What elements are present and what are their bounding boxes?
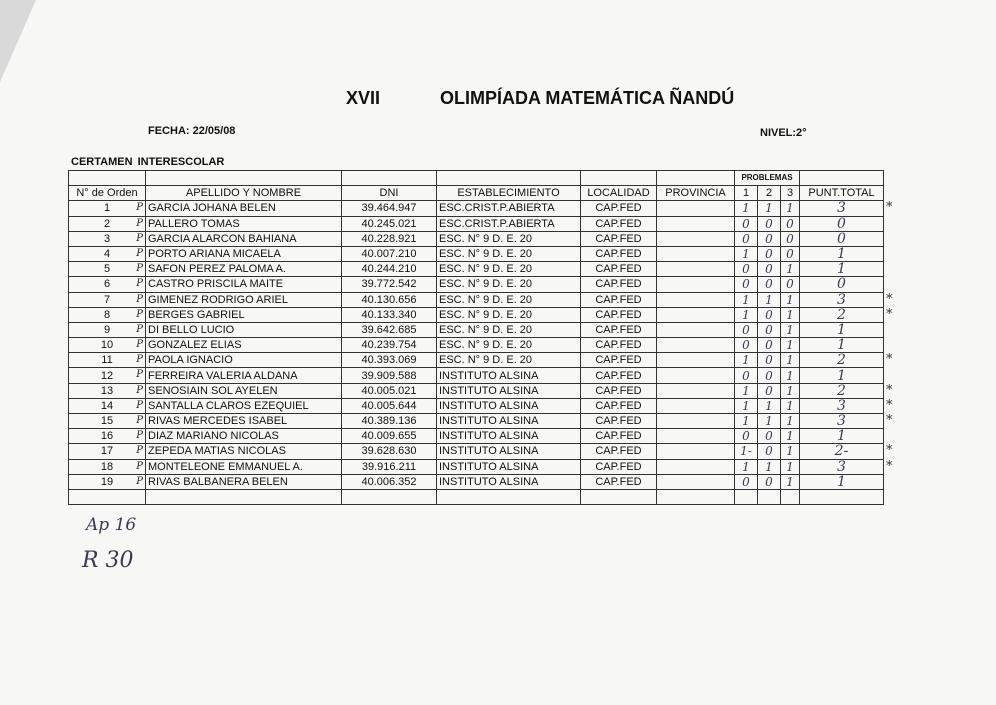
school-name: INSTITUTO ALSINA	[437, 383, 581, 398]
table-row	[69, 398, 924, 413]
school-name: ESC. N° 9 D. E. 20	[437, 277, 581, 292]
problem-1-score: 0	[735, 231, 758, 246]
student-name: GIMENEZ RODRIGO ARIEL	[146, 292, 342, 307]
student-name: DI BELLO LUCIO	[146, 322, 342, 337]
dni-value: 40.239.754	[342, 338, 437, 353]
present-mark: P	[136, 430, 143, 442]
order-number	[69, 459, 146, 474]
problem-3-score: 0	[781, 277, 800, 292]
problem-1-score: 0	[735, 216, 758, 231]
order-number-text: 16	[100, 430, 114, 443]
handwritten-note-r: R 30	[82, 548, 134, 573]
student-name: FERREIRA VALERIA ALDANA	[146, 368, 342, 383]
student-name: PALLERO TOMAS	[146, 216, 342, 231]
dni-value: 40.228.921	[342, 231, 437, 246]
table-row	[69, 368, 924, 383]
order-number	[69, 368, 146, 383]
problem-1-score: 0	[735, 429, 758, 444]
student-name: MONTELEONE EMMANUEL A.	[146, 459, 342, 474]
order-number-text: 1	[103, 202, 111, 215]
problem-2-score: 1	[758, 398, 781, 413]
dni-value: 40.244.210	[342, 262, 437, 277]
problem-1-score: 1	[735, 459, 758, 474]
present-mark: P	[136, 399, 143, 411]
order-number	[69, 216, 146, 231]
school-name: ESC. N° 9 D. E. 20	[437, 246, 581, 261]
star-mark	[884, 338, 924, 353]
star-mark: *	[886, 398, 893, 413]
order-number-text: 19	[100, 475, 114, 488]
school-name: INSTITUTO ALSINA	[437, 474, 581, 489]
order-number-text: 15	[100, 415, 114, 428]
col-p3: 3	[781, 186, 800, 201]
province-value	[657, 338, 735, 353]
province-value	[657, 459, 735, 474]
school-name: INSTITUTO ALSINA	[437, 398, 581, 413]
problem-2-score: 1	[758, 414, 781, 429]
problem-1-score: 1	[735, 246, 758, 261]
col-total: PUNT.TOTAL	[800, 186, 884, 201]
table-row	[69, 383, 924, 398]
present-mark: P	[136, 308, 143, 320]
school-name: INSTITUTO ALSINA	[437, 429, 581, 444]
star-mark: *	[886, 352, 893, 368]
order-number-text: 4	[103, 248, 111, 261]
order-number-text: 7	[103, 293, 111, 306]
province-value	[657, 353, 735, 368]
star-mark	[884, 246, 924, 261]
table-row	[69, 414, 924, 429]
table-row	[69, 231, 924, 246]
dni-value: 39.916.211	[342, 459, 437, 474]
order-number-text: 5	[103, 263, 111, 276]
dni-value: 40.393.069	[342, 353, 437, 368]
province-value	[657, 292, 735, 307]
order-number-text: 13	[100, 384, 114, 397]
school-name: INSTITUTO ALSINA	[437, 444, 581, 459]
table-header	[69, 186, 924, 201]
locality-value: CAP.FED	[581, 307, 657, 322]
table-row	[69, 292, 924, 307]
star-mark	[884, 368, 924, 383]
school-name: ESC. N° 9 D. E. 20	[437, 307, 581, 322]
problem-2-score: 1	[758, 201, 781, 216]
order-number	[69, 474, 146, 489]
school-name: ESC. N° 9 D. E. 20	[437, 322, 581, 337]
col-p2: 2	[758, 186, 781, 201]
dni-value: 40.009.655	[342, 429, 437, 444]
problem-1-score: 1	[735, 398, 758, 413]
order-number-text: 10	[100, 339, 114, 352]
problem-1-score: 1	[735, 353, 758, 368]
province-value	[657, 277, 735, 292]
total-score: 2-	[800, 444, 884, 459]
table-row	[69, 353, 924, 368]
total-score: 1	[800, 474, 884, 489]
order-number	[69, 277, 146, 292]
order-number	[69, 414, 146, 429]
col-localidad: LOCALIDAD	[581, 186, 657, 201]
province-value	[657, 414, 735, 429]
school-name: ESC.CRIST.P.ABIERTA	[437, 201, 581, 216]
table-row	[69, 216, 924, 231]
star-mark	[884, 216, 924, 231]
order-number-text: 11	[101, 354, 113, 367]
folded-corner	[0, 0, 36, 82]
total-score: 1	[800, 368, 884, 383]
problem-3-score: 1	[781, 322, 800, 337]
level-label: NIVEL:2°	[760, 127, 807, 139]
order-number	[69, 201, 146, 216]
problem-2-score: 0	[758, 322, 781, 337]
school-name: ESC. N° 9 D. E. 20	[437, 292, 581, 307]
total-score: 1	[800, 246, 884, 261]
dni-value: 39.464.947	[342, 201, 437, 216]
dni-value: 39.909.588	[342, 368, 437, 383]
total-score: 3	[800, 292, 884, 307]
present-mark: P	[136, 278, 143, 290]
problem-3-score: 0	[781, 246, 800, 261]
problem-1-score: 0	[735, 322, 758, 337]
province-value	[657, 307, 735, 322]
olympiad-title: OLIMPÍADA MATEMÁTICA ÑANDÚ	[440, 88, 735, 108]
dni-value: 40.130.656	[342, 292, 437, 307]
order-number	[69, 383, 146, 398]
table-row	[69, 429, 924, 444]
province-value	[657, 262, 735, 277]
present-mark: P	[136, 202, 143, 214]
empty-row	[69, 489, 924, 504]
col-p1: 1	[735, 186, 758, 201]
contest-label: CERTAMEN INTERESCOLAR	[71, 156, 225, 168]
table-row	[69, 338, 924, 353]
order-number-text: 9	[103, 323, 111, 336]
student-name: RIVAS MERCEDES ISABEL	[146, 414, 342, 429]
locality-value: CAP.FED	[581, 474, 657, 489]
table-row	[69, 474, 924, 489]
school-name: INSTITUTO ALSINA	[437, 459, 581, 474]
total-score: 1	[800, 262, 884, 277]
province-value	[657, 398, 735, 413]
province-value	[657, 322, 735, 337]
problem-3-score: 1	[781, 398, 800, 413]
col-nombre: APELLIDO Y NOMBRE	[146, 186, 342, 201]
star-mark	[884, 429, 924, 444]
locality-value: CAP.FED	[581, 398, 657, 413]
locality-value: CAP.FED	[581, 246, 657, 261]
problems-header: PROBLEMAS	[735, 171, 800, 186]
present-mark: P	[136, 293, 143, 305]
star-mark	[884, 231, 924, 246]
problem-3-score: 0	[781, 231, 800, 246]
present-mark: P	[136, 232, 143, 244]
star-mark: *	[886, 292, 893, 307]
locality-value: CAP.FED	[581, 231, 657, 246]
province-value	[657, 429, 735, 444]
dni-value: 39.628.630	[342, 444, 437, 459]
present-mark: P	[136, 475, 143, 487]
order-number-text: 18	[100, 460, 114, 473]
problem-2-score: 0	[758, 216, 781, 231]
dni-value: 39.642.685	[342, 322, 437, 337]
locality-value: CAP.FED	[581, 459, 657, 474]
total-score: 2	[800, 383, 884, 398]
problem-2-score: 0	[758, 353, 781, 368]
present-mark: P	[136, 323, 143, 335]
student-name: PAOLA IGNACIO	[146, 353, 342, 368]
student-name: CASTRO PRISCILA MAITE	[146, 277, 342, 292]
problem-1-score: 0	[735, 474, 758, 489]
star-mark: *	[886, 443, 893, 459]
school-name: ESC. N° 9 D. E. 20	[437, 353, 581, 368]
total-score: 0	[800, 277, 884, 292]
problem-2-score: 0	[758, 277, 781, 292]
star-mark: *	[886, 200, 893, 216]
problem-1-score: 0	[735, 368, 758, 383]
problem-2-score: 0	[758, 262, 781, 277]
star-mark	[884, 474, 924, 489]
total-score: 2	[800, 353, 884, 368]
star-mark: *	[886, 459, 893, 474]
present-mark: P	[136, 384, 143, 396]
student-name: RIVAS BALBANERA BELEN	[146, 474, 342, 489]
student-name: BERGES GABRIEL	[146, 307, 342, 322]
col-orden: N° de Orden	[69, 186, 146, 201]
edition-number: XVII	[346, 88, 381, 108]
province-value	[657, 231, 735, 246]
star-mark	[884, 262, 924, 277]
dni-value: 40.389.136	[342, 414, 437, 429]
locality-value: CAP.FED	[581, 444, 657, 459]
order-number	[69, 322, 146, 337]
problem-1-score: 1	[735, 414, 758, 429]
problem-3-score: 1	[781, 307, 800, 322]
table-row	[69, 322, 924, 337]
problem-3-score: 1	[781, 383, 800, 398]
total-score: 3	[800, 201, 884, 216]
problem-1-score: 1	[735, 201, 758, 216]
student-name: ZEPEDA MATIAS NICOLAS	[146, 444, 342, 459]
dni-value: 39.772.542	[342, 277, 437, 292]
total-score: 2	[800, 307, 884, 322]
col-provincia: PROVINCIA	[657, 186, 735, 201]
problem-1-score: 0	[735, 262, 758, 277]
student-name: SENOSIAIN SOL AYELEN	[146, 383, 342, 398]
locality-value: CAP.FED	[581, 429, 657, 444]
present-mark: P	[136, 217, 143, 229]
student-name: GARCIA ALARCON BAHIANA	[146, 231, 342, 246]
star-mark: *	[886, 307, 893, 322]
dni-value: 40.133.340	[342, 307, 437, 322]
problem-2-score: 0	[758, 368, 781, 383]
order-number-text: 8	[103, 308, 111, 321]
locality-value: CAP.FED	[581, 414, 657, 429]
present-mark: P	[136, 460, 143, 472]
present-mark: P	[136, 247, 143, 259]
locality-value: CAP.FED	[581, 368, 657, 383]
problem-3-score: 1	[781, 353, 800, 368]
province-value	[657, 474, 735, 489]
total-score: 1	[800, 322, 884, 337]
problem-1-score: 1	[735, 292, 758, 307]
school-name: ESC.CRIST.P.ABIERTA	[437, 216, 581, 231]
handwritten-note-ap: Ap 16	[86, 515, 137, 535]
problem-2-score: 0	[758, 231, 781, 246]
star-mark: *	[886, 383, 893, 398]
school-name: ESC. N° 9 D. E. 20	[437, 231, 581, 246]
table-row	[69, 459, 924, 474]
present-mark: P	[136, 369, 143, 381]
dni-value: 40.245.021	[342, 216, 437, 231]
table-header-top	[69, 171, 924, 186]
dni-value: 40.005.644	[342, 398, 437, 413]
table-row	[69, 201, 924, 216]
order-number	[69, 338, 146, 353]
table-row	[69, 262, 924, 277]
total-score: 1	[800, 338, 884, 353]
problem-1-score: 0	[735, 277, 758, 292]
student-name: GARCIA JOHANA BELEN	[146, 201, 342, 216]
total-score: 3	[800, 459, 884, 474]
order-number	[69, 398, 146, 413]
province-value	[657, 201, 735, 216]
order-number	[69, 307, 146, 322]
table-row	[69, 307, 924, 322]
student-name: DIAZ MARIANO NICOLAS	[146, 429, 342, 444]
order-number	[69, 429, 146, 444]
order-number	[69, 262, 146, 277]
problem-1-score: 1-	[735, 444, 758, 459]
school-name: INSTITUTO ALSINA	[437, 368, 581, 383]
order-number	[69, 444, 146, 459]
present-mark: P	[136, 354, 143, 366]
locality-value: CAP.FED	[581, 322, 657, 337]
problem-2-score: 1	[758, 292, 781, 307]
star-mark	[884, 322, 924, 337]
locality-value: CAP.FED	[581, 216, 657, 231]
problem-2-score: 0	[758, 338, 781, 353]
star-mark: *	[886, 413, 893, 429]
total-score: 1	[800, 429, 884, 444]
problem-3-score: 1	[781, 262, 800, 277]
date-label: FECHA: 22/05/08	[148, 125, 236, 137]
school-name: INSTITUTO ALSINA	[437, 414, 581, 429]
problem-2-score: 0	[758, 246, 781, 261]
province-value	[657, 216, 735, 231]
present-mark: P	[136, 415, 143, 426]
problem-1-score: 1	[735, 307, 758, 322]
order-number-text: 14	[100, 399, 114, 412]
problem-2-score: 0	[758, 383, 781, 398]
order-number-text: 6	[103, 278, 111, 291]
locality-value: CAP.FED	[581, 277, 657, 292]
order-number-text: 17	[100, 445, 114, 458]
total-score: 3	[800, 398, 884, 413]
order-number	[69, 292, 146, 307]
problem-3-score: 1	[781, 444, 800, 459]
order-number	[69, 246, 146, 261]
problem-3-score: 1	[781, 474, 800, 489]
problem-3-score: 1	[781, 201, 800, 216]
table-row	[69, 444, 924, 459]
col-establecimiento: ESTABLECIMIENTO	[437, 186, 581, 201]
province-value	[657, 444, 735, 459]
locality-value: CAP.FED	[581, 201, 657, 216]
problem-2-score: 0	[758, 307, 781, 322]
problem-3-score: 1	[781, 414, 800, 429]
col-dni: DNI	[342, 186, 437, 201]
locality-value: CAP.FED	[581, 383, 657, 398]
present-mark: P	[136, 339, 143, 351]
order-number-text: 12	[100, 369, 114, 382]
results-table	[68, 170, 924, 505]
present-mark: P	[136, 263, 143, 275]
problem-3-score: 1	[781, 459, 800, 474]
province-value	[657, 383, 735, 398]
locality-value: CAP.FED	[581, 338, 657, 353]
problem-1-score: 1	[735, 383, 758, 398]
problem-3-score: 1	[781, 338, 800, 353]
locality-value: CAP.FED	[581, 353, 657, 368]
problem-2-score: 0	[758, 474, 781, 489]
locality-value: CAP.FED	[581, 292, 657, 307]
order-number-text: 3	[103, 232, 111, 245]
dni-value: 40.007.210	[342, 246, 437, 261]
table-row	[69, 277, 924, 292]
total-score: 0	[800, 231, 884, 246]
problem-2-score: 0	[758, 429, 781, 444]
total-score: 0	[800, 216, 884, 231]
present-mark: P	[136, 445, 143, 457]
problem-2-score: 0	[758, 444, 781, 459]
problem-1-score: 0	[735, 338, 758, 353]
province-value	[657, 246, 735, 261]
problem-2-score: 1	[758, 459, 781, 474]
student-name: GONZALEZ ELIAS	[146, 338, 342, 353]
problem-3-score: 0	[781, 216, 800, 231]
student-name: PORTO ARIANA MICAELA	[146, 246, 342, 261]
order-number-text: 2	[103, 217, 111, 230]
star-mark	[884, 277, 924, 292]
locality-value: CAP.FED	[581, 262, 657, 277]
province-value	[657, 368, 735, 383]
problem-3-score: 1	[781, 292, 800, 307]
total-score: 3	[800, 414, 884, 429]
school-name: ESC. N° 9 D. E. 20	[437, 262, 581, 277]
table-row	[69, 246, 924, 261]
problem-3-score: 1	[781, 368, 800, 383]
student-name: SAFON PEREZ PALOMA A.	[146, 262, 342, 277]
school-name: ESC. N° 9 D. E. 20	[437, 338, 581, 353]
dni-value: 40.006.352	[342, 474, 437, 489]
order-number	[69, 231, 146, 246]
student-name: SANTALLA CLAROS EZEQUIEL	[146, 398, 342, 413]
order-number	[69, 353, 146, 368]
dni-value: 40.005.021	[342, 383, 437, 398]
problem-3-score: 1	[781, 429, 800, 444]
